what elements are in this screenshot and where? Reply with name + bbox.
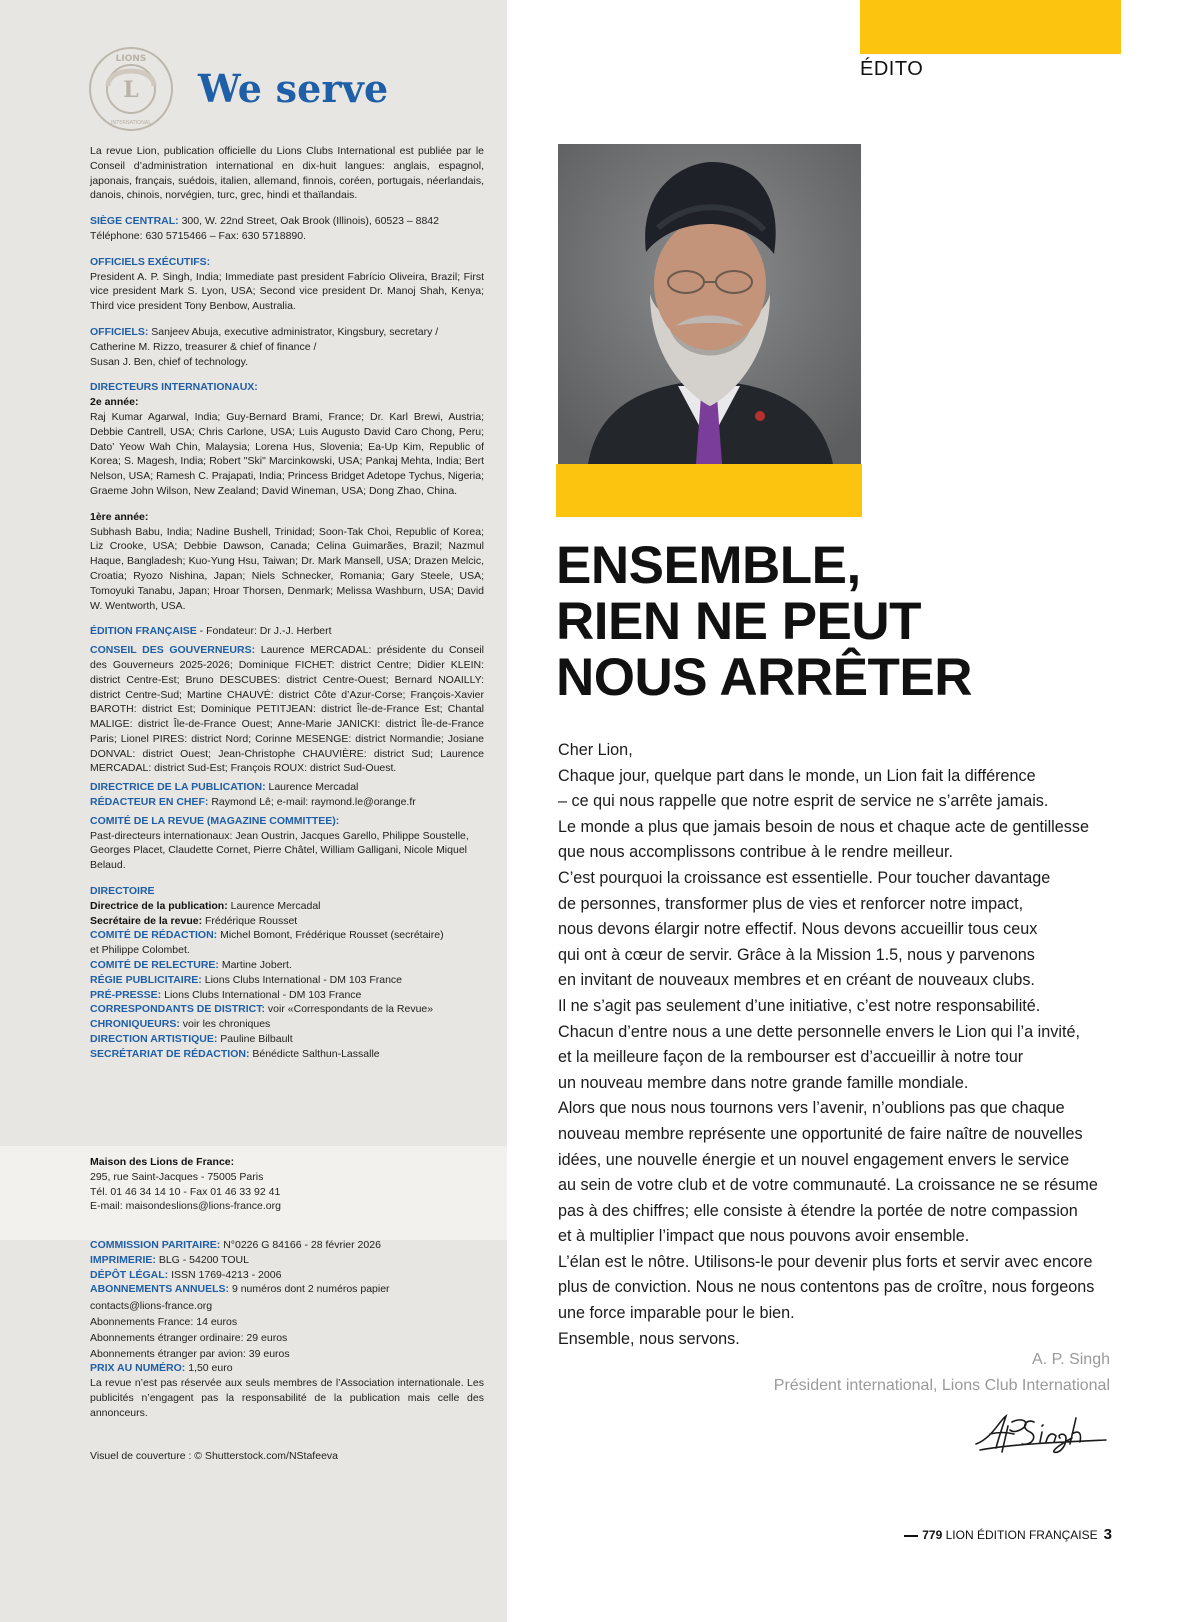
- letter-line: et à multiplier l’impact que nous pouvons avoir ensemble.: [558, 1227, 970, 1246]
- imp-label: IMPRIMERIE:: [90, 1253, 156, 1266]
- letter-line: et la meilleure façon de la rembourser est d’accueillir à notre tour: [558, 1048, 1024, 1067]
- letter-line: Ensemble, nous servons.: [558, 1329, 740, 1348]
- letter-line: C’est pourquoi la croissance est essentielle. Pour toucher davantage: [558, 868, 1051, 887]
- letter-line: que nous accomplissons contribue à le rendre meilleur.: [558, 843, 954, 862]
- publication-name: LION ÉDITION FRANÇAISE: [945, 1528, 1098, 1542]
- edition-text: - Fondateur: Dr J.-J. Herbert: [196, 625, 332, 638]
- cp-text: N°0226 G 84166 - 28 février 2026: [220, 1239, 381, 1251]
- signer-role: Président international, Lions Club International: [773, 1377, 1110, 1394]
- letter-line: de personnes, transformer plus de vies et renforcer notre impact,: [558, 894, 1024, 913]
- dir5-label: RÉGIE PUBLICITAIRE:: [90, 973, 202, 986]
- letter-line: Cher Lion,: [558, 741, 633, 759]
- letter-line: Il ne s’agit pas seulement d’une initiative, c’est notre responsabilité.: [558, 996, 1041, 1015]
- handwritten-signature: [972, 1408, 1112, 1458]
- dir2-label: Secrétaire de la revue:: [90, 914, 203, 927]
- dir4-label: COMITÉ DE RELECTURE:: [90, 959, 219, 972]
- headline-line-3: NOUS ARRÊTER: [556, 648, 973, 707]
- letter-line: qui ont à cœur de servir. Grâce à la Mission 1.5, nous y parvenons: [558, 945, 1035, 964]
- lions-logo: [88, 46, 174, 132]
- officials-line2: Catherine M. Rizzo, treasurer & chief of finance /: [90, 340, 317, 353]
- dir10-text: Bénédicte Salthun-Lassalle: [249, 1047, 380, 1060]
- issue-number: 779: [922, 1528, 943, 1542]
- portrait-photo: [558, 144, 861, 464]
- masthead-column: [90, 144, 484, 1062]
- abo-etranger: Abonnements étranger ordinaire: 29 euros: [90, 1331, 288, 1344]
- brand-tagline: We serve: [198, 66, 389, 111]
- comite-label: COMITÉ DE LA REVUE (MAGAZINE COMMITTEE):: [90, 814, 340, 827]
- maison-address: 295, rue Saint-Jacques - 75005 Paris: [90, 1170, 264, 1183]
- conseil-text: Laurence MERCADAL: présidente du Conseil des Gouverneurs 2025-2026; Dominique FICHET: district Centre; Didier KLEIN: district Centre-Est; Bruno DESCUBES: district Centre-Ouest; Bernard NOAILLY: district Centre-Sud; Martine CHAUVÉ: district Côte d’Azur-Corse; François-Xavier BAROTH: district Est; Dominique PETITJEAN: district Île-de-France Est; Chantal MALIGE: district Île-de-France Ouest; Anne-Marie JANICKI: district Île-de-France Paris; Lionel PIRES: district Nord; Corinne MESENGE: district Normandie; Josiane DONVAL: district Ouest; Jean-Christophe CHAUVIÈRE: district Sud; Laurence MERCADAL: district Sud-Est; François ROUX: district Sud-Ouest.: [90, 644, 484, 775]
- siege-phone: Téléphone: 630 5715466 – Fax: 630 5718890.: [90, 229, 307, 242]
- intro-text: La revue Lion, publication officielle du Lions Clubs International est publiée par le Conseil d’administration international en dix-huit langues: anglais, espagnol, japonais, français, suédois, italien, allemand, finnois, coréen, portugais, néerlandais, danois, chinois, norvégien, turc, grec, hindi et thaïlandais.: [90, 145, 484, 202]
- dir6-label: PRÉ-PRESSE:: [90, 988, 162, 1001]
- year2-label: 2e année:: [90, 396, 139, 409]
- dir10-label: SECRÉTARIAT DE RÉDACTION:: [90, 1047, 250, 1060]
- siege-address: 300, W. 22nd Street, Oak Brook (Illinois), 60523 – 8842: [178, 215, 439, 228]
- letter-line: Le monde a plus que jamais besoin de nous et chaque acte de gentillesse: [558, 817, 1089, 836]
- maison-email: E-mail: maisondeslions@lions-france.org: [90, 1200, 281, 1213]
- prix-text: 1,50 euro: [185, 1362, 233, 1375]
- letter-line: nous devons élargir notre effectif. Nous devons accueillir tous ceux: [558, 920, 1038, 939]
- letter-line: nouveau membre représente une opportunité de faire naître de nouvelles: [558, 1124, 1083, 1143]
- maison-block: [90, 1155, 484, 1214]
- directrice-text: Laurence Mercadal: [265, 781, 359, 794]
- page-footer: [904, 1526, 1112, 1543]
- yellow-accent-bar: [860, 0, 1121, 54]
- letter-line: plus de conviction. Nous ne nous contentons pas de croître, nous forgeons: [558, 1278, 1095, 1297]
- letter-line: au sein de votre club et de votre communauté. La croissance ne se résume: [558, 1176, 1098, 1195]
- edition-label: ÉDITION FRANÇAISE: [90, 625, 197, 638]
- page-number: 3: [1103, 1526, 1112, 1543]
- footer-dash: [904, 1535, 918, 1537]
- headline-line-2: RIEN NE PEUT: [556, 592, 922, 651]
- disclaimer: La revue n’est pas réservée aux seuls membres de l’Association internationale. Les publicités n’engagent pas la responsabilité de la publication mais celle des annonceurs.: [90, 1377, 484, 1419]
- redacteur-label: RÉDACTEUR EN CHEF:: [90, 796, 209, 809]
- letter-line: pas à des chiffres; elle consiste à étendre la portée de notre compassion: [558, 1201, 1078, 1220]
- section-label: ÉDITO: [860, 58, 924, 80]
- abo-email: contacts@lions-france.org: [90, 1300, 213, 1313]
- letter-line: en invitant de nouveaux membres et en créant de nouveaux clubs.: [558, 971, 1035, 990]
- headline-line-1: ENSEMBLE,: [556, 536, 861, 595]
- abo-france: Abonnements France: 14 euros: [90, 1315, 238, 1328]
- dir5-text: Lions Clubs International - DM 103 France: [201, 973, 402, 986]
- logo-letter: L: [123, 77, 139, 103]
- year2-text: Raj Kumar Agarwal, India; Guy-Bernard Brami, France; Dr. Karl Brewi, Austria; Debbie Cantrell, USA; Chris Carlone, USA; Luis Augusto David Caro Chong, Peru; Dato’ Yeow Wah Chin, Malaysia; Lorena Hus, Slovenia; Ea-Up Kim, Republic of Korea; S. Magesh, India; Robert "Ski" Marcinkowski, USA; Pankaj Mehta, India; Bert Nelson, USA; Ramesh C. Prajapati, India; Princess Bridget Adetope Tychus, Nigeria; Graeme John Wilson, New Zealand; David Wineman, USA; Dong Zhao, China.: [90, 410, 484, 497]
- directoire-label: DIRECTOIRE: [90, 885, 155, 898]
- dir2-text: Frédérique Rousset: [202, 914, 298, 927]
- letter-line: un nouveau membre dans notre grande famille mondiale.: [558, 1073, 969, 1092]
- comite-text: Past-directeurs internationaux: Jean Oustrin, Jacques Garello, Philippe Soustelle, Georges Placet, Claudette Cornet, Pierre Châtel, William Galligani, Nicole Miquel Belaud.: [90, 829, 469, 872]
- abo-label: ABONNEMENTS ANNUELS:: [90, 1283, 230, 1296]
- cp-label: COMMISSION PARITAIRE:: [90, 1239, 221, 1251]
- officials-line3: Susan J. Ben, chief of technology.: [90, 355, 248, 368]
- dir7-label: CORRESPONDANTS DE DISTRICT:: [90, 1003, 266, 1016]
- dir3-text2: et Philippe Colombet.: [90, 944, 190, 957]
- dir6-text: Lions Clubs International - DM 103 France: [161, 988, 362, 1001]
- dir9-label: DIRECTION ARTISTIQUE:: [90, 1033, 218, 1046]
- logo-text: LIONS: [115, 54, 147, 64]
- directors-label: DIRECTEURS INTERNATIONAUX:: [90, 381, 258, 394]
- letter-line: idées, une nouvelle énergie et un nouvel engagement envers le service: [558, 1150, 1070, 1169]
- dir3-label: COMITÉ DE RÉDACTION:: [90, 929, 218, 942]
- exec-text: President A. P. Singh, India; Immediate past president Fabrício Oliveira, Brazil; First vice president Mark S. Lyon, USA; Second vice president Dr. Manoj Shah, Kenya; Third vice president Tony Benbow, Australia.: [90, 270, 484, 313]
- logo-subtext: INTERNATIONAL: [110, 120, 152, 126]
- dir4-text: Martine Jobert.: [218, 959, 292, 972]
- dir1-label: Directrice de la publication:: [90, 899, 228, 912]
- siege-label: SIÈGE CENTRAL:: [90, 215, 179, 228]
- prix-label: PRIX AU NUMÉRO:: [90, 1362, 186, 1375]
- dir8-text: voir les chroniques: [179, 1018, 271, 1031]
- letter-line: Chaque jour, quelque part dans le monde, un Lion fait la différence: [558, 766, 1036, 785]
- abo-text: 9 numéros dont 2 numéros papier: [229, 1283, 390, 1296]
- maison-title: Maison des Lions de France:: [90, 1156, 235, 1168]
- conseil-label: CONSEIL DES GOUVERNEURS:: [90, 644, 256, 657]
- headline: [556, 538, 972, 706]
- directrice-label: DIRECTRICE DE LA PUBLICATION:: [90, 781, 266, 794]
- legal-block: [90, 1238, 484, 1421]
- dir3-text: Michel Bomont, Frédérique Rousset (secrétaire): [217, 929, 444, 942]
- dir1-text: Laurence Mercadal: [227, 899, 321, 912]
- redacteur-text: Raymond Lê; e-mail: raymond.le@orange.fr: [208, 796, 416, 809]
- dir7-text: voir «Correspondants de la Revue»: [265, 1003, 434, 1016]
- letter-line: – ce qui nous rappelle que notre esprit de service ne s’arrête jamais.: [558, 792, 1049, 811]
- officials-line1: Sanjeev Abuja, executive administrator, Kingsbury, secretary /: [148, 325, 439, 338]
- letter-line: Chacun d’entre nous a une dette personnelle envers le Lion qui l’a invité,: [558, 1022, 1080, 1041]
- imp-text: BLG - 54200 TOUL: [155, 1253, 249, 1266]
- year1-text: Subhash Babu, India; Nadine Bushell, Trinidad; Soon-Tak Choi, Republic of Korea; Liz Crooke, USA; Debbie Dawson, Canada; Celina Guimarães, Brazil; Nazmul Haque, Bangladesh; Kuo-Yung Hsu, Taiwan; Dr. Mark Mansell, USA; Drazen Melcic, Croatia; Ryozo Nishina, Japan; Niels Schnecker, Romania; Gary Steele, USA; Tomoyuki Tanabu, Japan; Hroar Thorsen, Denmark; Melissa Washburn, USA; David W. Wentworth, USA.: [90, 525, 484, 612]
- letter-line: une force imparable pour le bien.: [558, 1304, 795, 1323]
- letter-line: Alors que nous nous tournons vers l’avenir, n’oublions pas que chaque: [558, 1099, 1065, 1118]
- portrait-illustration: [558, 144, 861, 464]
- editorial-letter: [558, 738, 1118, 1352]
- abo-avion: Abonnements étranger par avion: 39 euros: [90, 1347, 290, 1360]
- dir8-label: CHRONIQUEURS:: [90, 1018, 180, 1031]
- photo-yellow-band: [556, 464, 862, 517]
- exec-label: OFFICIELS EXÉCUTIFS:: [90, 255, 211, 268]
- year1-label: 1ère année:: [90, 510, 149, 523]
- officials-label: OFFICIELS:: [90, 325, 149, 338]
- depot-text: ISSN 1769-4213 - 2006: [168, 1268, 282, 1281]
- cover-credit: Visuel de couverture : © Shutterstock.com/NStafeeva: [90, 1450, 338, 1462]
- dir9-text: Pauline Bilbault: [217, 1033, 293, 1046]
- maison-phone: Tél. 01 46 34 14 10 - Fax 01 46 33 92 41: [90, 1185, 281, 1198]
- depot-label: DÉPÔT LÉGAL:: [90, 1268, 169, 1281]
- letter-line: L’élan est le nôtre. Utilisons-le pour devenir plus forts et servir avec encore: [558, 1252, 1093, 1271]
- signer-name: A. P. Singh: [1032, 1351, 1110, 1368]
